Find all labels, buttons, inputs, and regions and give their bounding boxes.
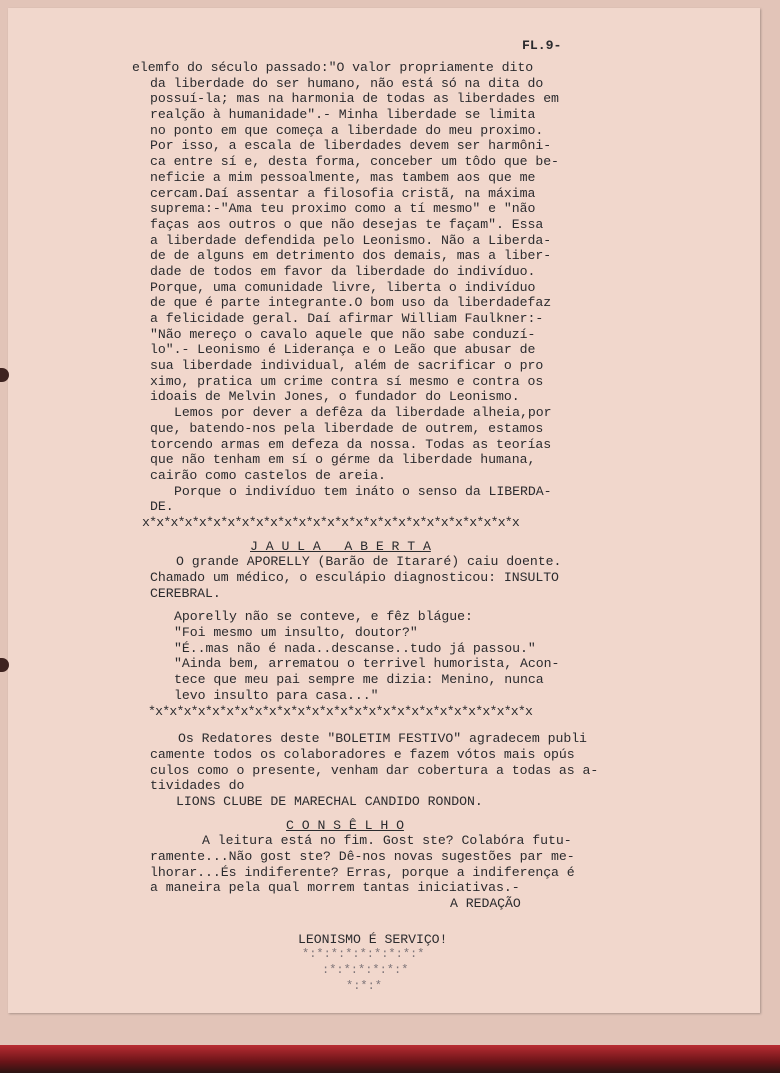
thanks-note: [150, 731, 680, 809]
text-line: a maneira pela qual morrem tantas iniciativas.-: [150, 880, 520, 896]
text-line: "Não mereço o cavalo aquele que não sabe conduzí-: [150, 326, 536, 342]
separator-line: *x*x*x*x*x*x*x*x*x*x*x*x*x*x*x*x*x*x*x*x*x*x*x*x*x*x*x: [148, 703, 533, 719]
closing-block: [150, 932, 680, 995]
section-jaula-aberta: [150, 539, 680, 704]
text-line: tividades do: [150, 778, 245, 794]
text-line: Porque, uma comunidade livre, liberta o indivíduo: [150, 279, 536, 295]
typewritten-text: [132, 38, 680, 995]
text-line: que, batendo-nos pela liberdade de outrem, estamos: [150, 420, 544, 436]
text-line: possuí-la; mas na harmonia de todas as liberdades em: [150, 91, 559, 107]
text-line: de de alguns em detrimento dos demais, mas a liber-: [150, 248, 552, 264]
section-conselho: [150, 818, 680, 912]
text-line: faças aos outros o que não desejas te façam". Essa: [150, 216, 544, 232]
text-line: elemfo do século passado:"O valor propriamente dito: [132, 60, 534, 75]
text-line: torcendo armas em defeza da nossa. Todas as teorías: [150, 436, 552, 452]
text-line: a felicidade geral. Daí afirmar William Faulkner:-: [150, 311, 544, 326]
text-line: Chamado um médico, o esculápio diagnosticou: INSULTO: [150, 570, 559, 585]
text-line: "É..mas não é nada..descanse..tudo já passou.": [174, 640, 536, 656]
ornament-line: :*:*:*:*:*:*: [322, 963, 409, 978]
paragraph-two: [150, 405, 680, 483]
text-line: cairão como castelos de areia.: [150, 467, 386, 483]
text-line: "Foi mesmo um insulto, doutor?": [174, 625, 418, 641]
ornament-line: *:*:*: [346, 978, 383, 993]
text-line: da liberdade do ser humano, não está só na dita do: [150, 75, 544, 91]
text-line: a liberdade defendida pelo Leonismo. Não a Liberda-: [150, 232, 552, 248]
text-line: "Ainda bem, arrematou o terrivel humorista, Acon-: [174, 656, 560, 672]
section-title: J A U L A A B E R T A: [250, 538, 431, 554]
text-line: cercam.Daí assentar a filosofia cristã, na máxima: [150, 185, 536, 201]
section-title: C O N S Ê L H O: [286, 817, 404, 833]
text-line: A leitura está no fim. Gost ste? Colabóra futu-: [202, 833, 572, 849]
text-line: Por isso, a escala de liberdades devem ser harmôni-: [150, 138, 552, 154]
text-line: sua liberdade individual, além de sacrificar o pro: [150, 358, 544, 374]
text-line: realção à humanidade".- Minha liberdade se limita: [150, 107, 536, 123]
text-line: Os Redatores deste "BOLETIM FESTIVO" agradecem publi: [178, 731, 587, 747]
text-line: camente todos os colaboradores e fazem vótos mais opús: [150, 746, 575, 762]
text-line: idoais de Melvin Jones, o fundador do Leonismo.: [150, 389, 520, 405]
ornament-line: *:*:*:*:*:*:*:*:*: [302, 947, 425, 962]
page-number: FL.9-: [522, 38, 562, 53]
text-line: levo insulto para casa...": [174, 687, 379, 703]
text-line: DE.: [150, 499, 174, 515]
text-line: Lemos por dever a defêza da liberdade alheia,por: [174, 405, 552, 421]
text-line: lo".- Leonismo é Liderança e o Leão que abusar de: [150, 342, 536, 358]
paragraph-three: [150, 484, 680, 515]
text-line: dade de todos em favor da liberdade do indivíduo.: [150, 263, 536, 279]
text-line: ca entre sí e, desta forma, conceber um tôdo que be-: [150, 154, 559, 170]
paragraph-main: [132, 60, 680, 405]
club-name: LIONS CLUBE DE MARECHAL CANDIDO RONDON.: [176, 793, 483, 809]
text-line: que não tenham em sí o gérme da liberdade humana,: [150, 452, 536, 468]
separator-line: x*x*x*x*x*x*x*x*x*x*x*x*x*x*x*x*x*x*x*x*x*x*x*x*x*x*x: [142, 514, 520, 530]
text-line: de que é parte integrante.O bom uso da liberdadefaz: [150, 295, 552, 311]
text-line: culos como o presente, venham dar cobertura a todas as a-: [150, 762, 599, 778]
text-line: tece que meu pai sempre me dizia: Menino, nunca: [174, 672, 544, 688]
text-line: no ponto em que começa a liberdade do meu proximo.: [150, 122, 544, 138]
text-line: neficie a mim pessoalmente, mas tambem aos que me: [150, 169, 536, 185]
text-line: O grande APORELLY (Barão de Itararé) caiu doente.: [176, 554, 562, 570]
text-line: ximo, pratica um crime contra sí mesmo e contra os: [150, 373, 544, 389]
text-line: ramente...Não gost ste? Dê-nos novas sugestões par me-: [150, 849, 575, 864]
text-line: Aporelly não se conteve, e fêz blágue:: [174, 609, 473, 625]
closing-motto: LEONISMO É SERVIÇO!: [298, 931, 448, 947]
signature: A REDAÇÃO: [450, 896, 521, 912]
desk-edge: [0, 1045, 780, 1073]
text-line: CEREBRAL.: [150, 585, 221, 601]
text-line: suprema:-"Ama teu proximo como a tí mesmo" e "não: [150, 201, 536, 217]
text-line: Porque o indivíduo tem ináto o senso da LIBERDA-: [174, 483, 552, 499]
text-line: lhorar...És indiferente? Erras, porque a indiferença é: [150, 864, 575, 880]
